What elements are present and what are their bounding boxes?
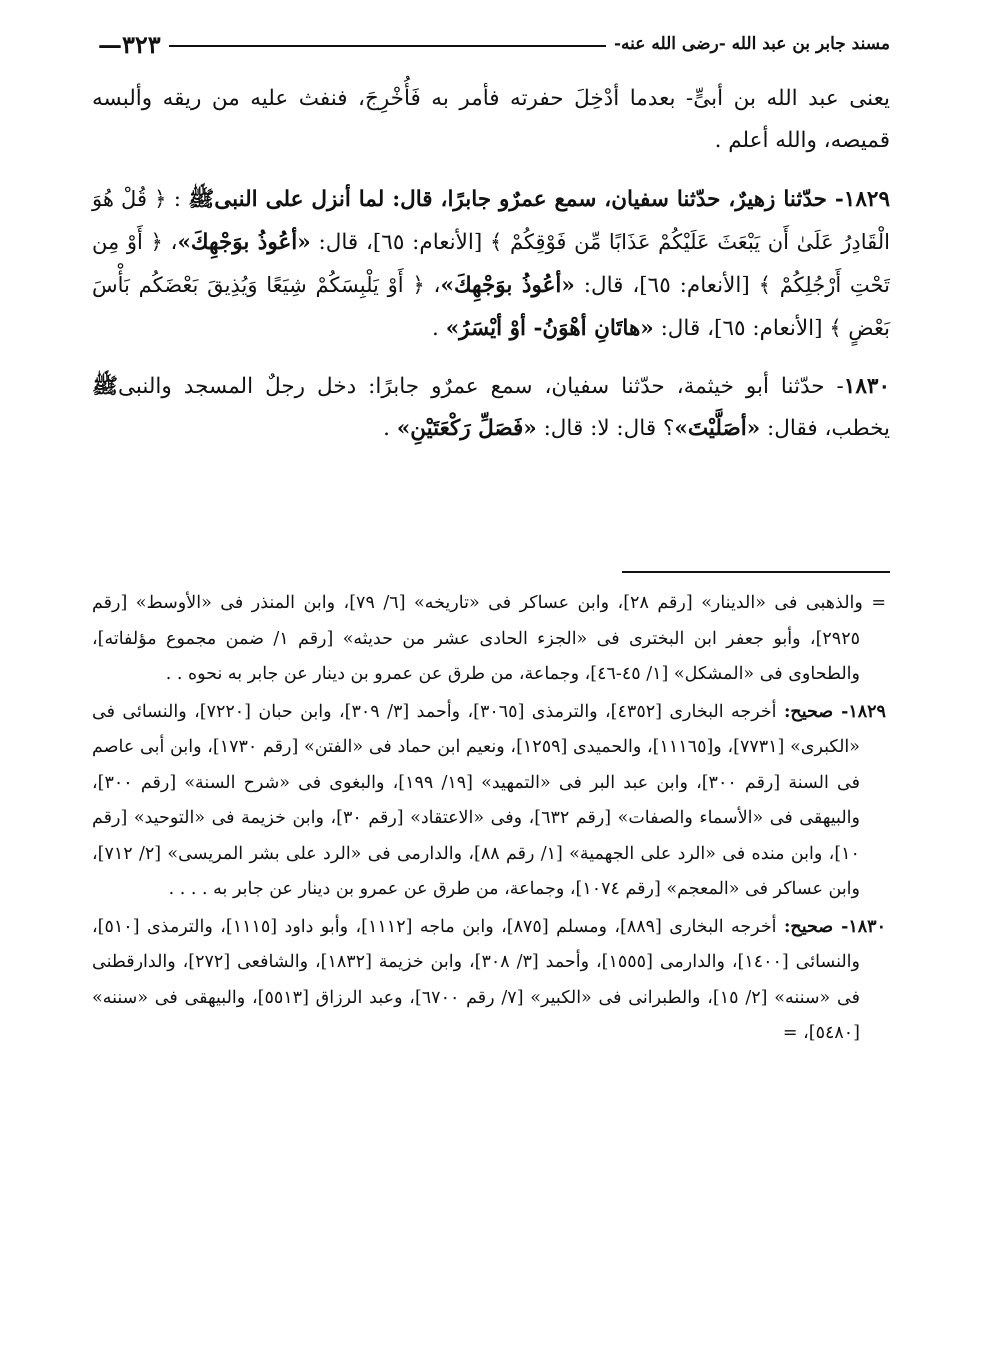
footnote-text: أخرجه البخارى [٤٣٥٢]، والترمذى [٣٠٦٥]، وأحمد [٣/ ٣٠٩]، وابن حبان [٧٢٢٠]، والنسائى فى «الكبرى» [٧٧٣١]، و[١١١٦٥]، والحميدى [١٢٥٩]، ونعيم ابن حماد فى «الفتن» [رقم ١٧٣٠]، وابن أبى عاصم فى السنة [رقم ٣٠٠]، وابن عبد البر فى «التمهيد» [١٩/ ١٩٩]، والبغوى فى «شرح السنة» [رقم ٣٠٠]، والبيهقى فى «الأسماء والصفات» [رقم ٦٣٢]، وفى «الاعتقاد» [رقم ٣٠]، وابن خزيمة فى «التوحيد» [رقم ١٠]، وابن منده فى «الرد على الجهمية» [١/ رقم ٨٨]، والدارمى فى «الرد على بشر المريسى» [٢/ ٧١٢]، وابن عساكر فى «المعجم» [رقم ١٠٧٤]، وجماعة، من طرق عن عمرو بن دينار عن جابر به . . . . (92, 701, 860, 899)
quran-verse: ﴿ أَوْ مِن تَحْتِ أَرْجُلِكُمْ ﴾ (92, 230, 890, 297)
separator: ، (162, 230, 178, 255)
salutation-glyph: ﷺ (92, 374, 118, 399)
intro-paragraph: يعنى عبد الله بن أبىٍّ- بعدما أدْخِلَ حفرته فأمر به فَأُخْرِجَ، فنفث عليه من ريقه وألبسه قميصه، والله أعلم . (92, 86, 890, 153)
hadith-text: : (166, 187, 189, 212)
salutation-glyph: ﷺ (188, 187, 215, 212)
quran-reference: [الأنعام: ٦٥]، قال: (574, 273, 759, 298)
footnote-continuation: = والذهبى فى «الدينار» [رقم ٢٨]، وابن عساكر فى «تاريخه» [٦/ ٧٩]، وابن المنذر فى «الأوسط» [رقم ٢٩٢٥]، وأبو جعفر ابن البخترى فى «الجزء الحادى عشر من حديثه» [رقم ١/ ضمن مجموع مؤلفاته]، والطحاوى فى «المشكل» [١/ ٤٥-٤٦]، وجماعة، من طرق عن عمرو بن دينار عن جابر به نحوه . . (92, 593, 887, 684)
footnote-text: أخرجه البخارى [٨٨٩]، ومسلم [٨٧٥]، وابن ماجه [١١١٢]، وأبو داود [١١١٥]، والترمذى [٥١٠]، والنسائى [١٤٠٠]، والدارمى [١٥٥٥]، وأحمد [٣/ ٣٠٨]، وابن خزيمة [١٨٣٢]، والشافعى [٢٧٢]، والدارقطنى فى «سننه» [٢/ ١٥]، والطبرانى فى «الكبير» [٧/ رقم ٦٧٠٠]، وعبد الرزاق [٥٥١٣]، والبيهقى فى «سننه» [٥٤٨٠]، = (92, 916, 860, 1043)
prophet-saying: «فَصَلِّ رَكْعَتَيْنِ» (396, 416, 537, 441)
page-number: ٣٢٣ (122, 29, 161, 59)
hadith-1829 (92, 178, 890, 350)
hadith-end: . (432, 316, 446, 341)
quran-verse: ﴿ أَوْ يَلْبِسَكُمْ شِيَعًا وَيُذِيقَ بَعْضَكُم بَأْسَ بَعْضٍ ﴾ (92, 273, 890, 340)
hadith-text: يخطب، فقال: (760, 416, 890, 441)
page-number-group (92, 30, 169, 59)
hadith-number: ١٨٢٩ (843, 187, 890, 212)
running-title: مسند جابر بن عبد الله -رضى الله عنه- (613, 34, 890, 54)
header-rule (169, 45, 606, 47)
hadith-end: . (383, 416, 397, 441)
hadith-text-opening: - حدّثنا أبو خيثمة، حدّثنا سفيان، سمع عمرٌو جابرًا: دخل رجلٌ المسجد والنبى (117, 374, 844, 399)
prophet-saying: «هاتَانِ أهْوَنُ- أوْ أيْسَرُ» (445, 316, 654, 341)
footnote-divider (622, 571, 890, 573)
prophet-saying: «أعُوذُ بوَجْهِكَ» (440, 273, 575, 298)
footnote-1830 (92, 910, 886, 1052)
footnote-label: ١٨٣٠- صحيح: (783, 916, 886, 937)
prophet-saying: «أصَلَّيْتَ» (674, 416, 761, 441)
footnote-label: ١٨٢٩- صحيح: (783, 701, 886, 722)
prophet-saying: «أعُوذُ بوَجْهِكَ» (177, 230, 311, 255)
footnotes (92, 586, 886, 1054)
separator: ، (424, 273, 441, 298)
quran-verse: ﴿ قُلْ هُوَ الْقَادِرُ عَلَىٰ أَن يَبْعَثَ عَلَيْكُمْ عَذَابًا مِّن فَوْقِكُمْ ﴾ (92, 187, 890, 254)
quran-reference: [الأنعام: ٦٥]، قال: (310, 230, 491, 255)
page-header (92, 26, 890, 62)
hadith-1830 (92, 366, 890, 450)
page-number-dash: — (98, 29, 122, 59)
footnote-1829 (92, 695, 886, 908)
main-text (92, 78, 890, 466)
hadith-text: ؟ قال: لا: قال: (536, 416, 675, 441)
hadith-number: ١٨٣٠ (843, 374, 890, 399)
hadith-text-opening: - حدّثنا زهيرٌ، حدّثنا سفيان، سمع عمرٌو جابرًا، قال: لما أنزل على النبى (214, 187, 844, 212)
quran-reference: [الأنعام: ٦٥]، قال: (653, 316, 830, 341)
